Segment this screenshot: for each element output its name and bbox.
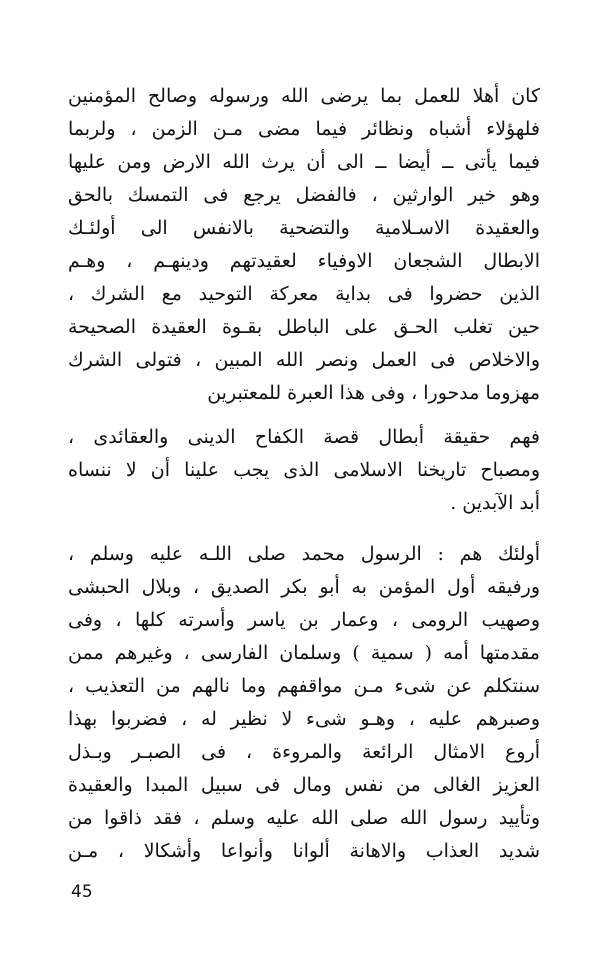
- text-line: أروع الامثال الرائعة والمروءة ، فى الصبـر وبـذل: [68, 741, 540, 763]
- text-line: العزيز الغالى من نفس ومال فى سبيل المبدا والعقيدة: [68, 774, 540, 796]
- text-line: كان أهلا للعمل بما يرضى الله ورسوله وصالح المؤمنين: [68, 85, 540, 107]
- paragraph-1: [68, 80, 540, 410]
- text-line: فهم حقيقة أبطال قصة الكفاح الدينى والعقائدى ،: [68, 426, 540, 448]
- paragraph-3: [68, 538, 540, 868]
- text-line: وهو خير الوارثين ، فالفضل يرجع فى التمسك بالحق: [68, 184, 540, 206]
- text-line: فيما يأتى ــ أيضا ــ الى أن يرث الله الارض ومن عليها: [68, 151, 540, 173]
- text-line: شديد العذاب والاهانة ألوانا وأنواعا وأشكالا ، مـن: [68, 840, 540, 862]
- text-line: فلهؤلاء أشباه ونظائر فيما مضى مـن الزمن ، ولربما: [68, 118, 540, 140]
- text-line: ورفيقه أول المؤمن به أبو بكر الصديق ، وبلال الحبشى: [68, 576, 540, 598]
- text-line: وتأييد رسول الله صلى الله عليه وسلم ، فقد ذاقوا من: [68, 807, 540, 829]
- page-number: 45: [71, 882, 93, 902]
- text-line: والاخلاص فى العمل ونصر الله المبين ، فتولى الشرك: [68, 349, 540, 371]
- text-line: ومصباح تاريخنا الاسلامى الذى يجب علينا أن لا ننساه: [68, 459, 540, 481]
- text-line: أولئك هم : الرسول محمد صلى اللـه عليه وسلم ،: [68, 543, 540, 565]
- text-line: مقدمتها أمه ( سمية ) وسلمان الفارسى ، وغيرهم ممن: [68, 642, 540, 664]
- text-line: مهزوما مدحورا ، وفى هذا العبرة للمعتبرين: [207, 382, 540, 404]
- text-line: سنتكلم عن شىء مـن مواقفهم وما نالهم من التعذيب ،: [68, 675, 540, 697]
- text-line: أبد الآبدين .: [450, 492, 540, 514]
- paragraph-2: [68, 421, 540, 520]
- text-line: حين تغلب الحـق على الباطل بقـوة العقيدة الصحيحة: [68, 316, 540, 338]
- text-line: الذين حضروا فى بداية معركة التوحيد مع الشرك ،: [68, 283, 540, 305]
- text-line: الابطال الشجعان الاوفياء لعقيدتهم ودينهـم ، وهـم: [68, 250, 540, 272]
- text-line: وصهيب الرومى ، وعمار بن ياسر وأسرته كلها ، وفى: [68, 609, 540, 631]
- text-line: والعقيدة الاسـلامية والتضحية بالانفس الى أولئـك: [68, 217, 540, 239]
- text-line: وصبرهم عليه ، وهـو شىء لا نظير له ، فضربوا بهذا: [68, 708, 540, 730]
